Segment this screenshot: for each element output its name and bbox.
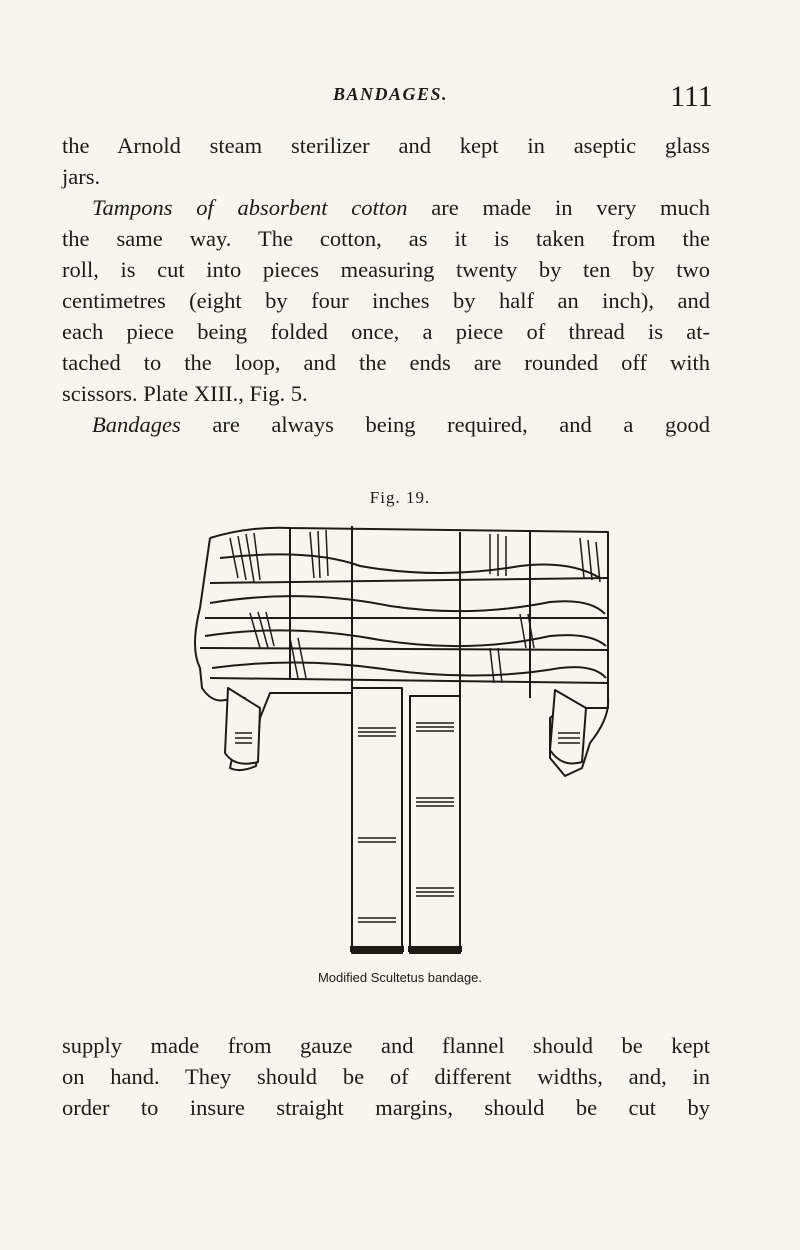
text-line: roll, is cut into pieces measuring twenty by ten by two — [62, 257, 710, 282]
text-fragment: are always being required, and a good — [180, 412, 710, 437]
page-number: 111 — [670, 80, 713, 113]
text-line: order to insure straight margins, should be cut by — [62, 1095, 710, 1120]
text-line: tached to the loop, and the ends are rounded off with — [62, 350, 710, 375]
page-header — [0, 80, 800, 114]
overlap-band — [220, 554, 600, 578]
text-line — [62, 192, 710, 223]
text-line: jars. — [62, 164, 101, 189]
left-tail — [225, 688, 260, 764]
text-line: on hand. They should be of different widths, and, in — [62, 1064, 710, 1089]
figure-caption: Modified Scultetus bandage. — [317, 970, 483, 985]
tail-strip — [410, 696, 460, 953]
overlap-band — [210, 596, 605, 614]
text-line: centimetres (eight by four inches by half an inch), and — [62, 288, 710, 313]
figure-label: Fig. 19. — [369, 488, 431, 507]
running-head: BANDAGES. — [333, 84, 449, 104]
tampons-lead-in: Tampons of absorbent cotton — [92, 195, 408, 220]
overlap-band — [212, 662, 606, 678]
scultetus-bandage-illustration — [190, 518, 620, 958]
text-line: supply made from gauze and flannel should be kept — [62, 1033, 710, 1058]
body-text-bottom — [62, 1030, 710, 1123]
text-line: the same way. The cotton, as it is taken from the — [62, 226, 710, 251]
text-line: each piece being folded once, a piece of thread is at- — [62, 319, 710, 344]
text-fragment: are made in very much — [407, 195, 710, 220]
text-line: scissors. Plate XIII., Fig. 5. — [62, 381, 308, 406]
body-text-top — [62, 130, 710, 440]
text-line — [62, 409, 710, 440]
right-tail — [550, 690, 586, 764]
text-line: the Arnold steam sterilizer and kept in aseptic glass — [62, 133, 710, 158]
bandages-lead-in: Bandages — [92, 412, 181, 437]
